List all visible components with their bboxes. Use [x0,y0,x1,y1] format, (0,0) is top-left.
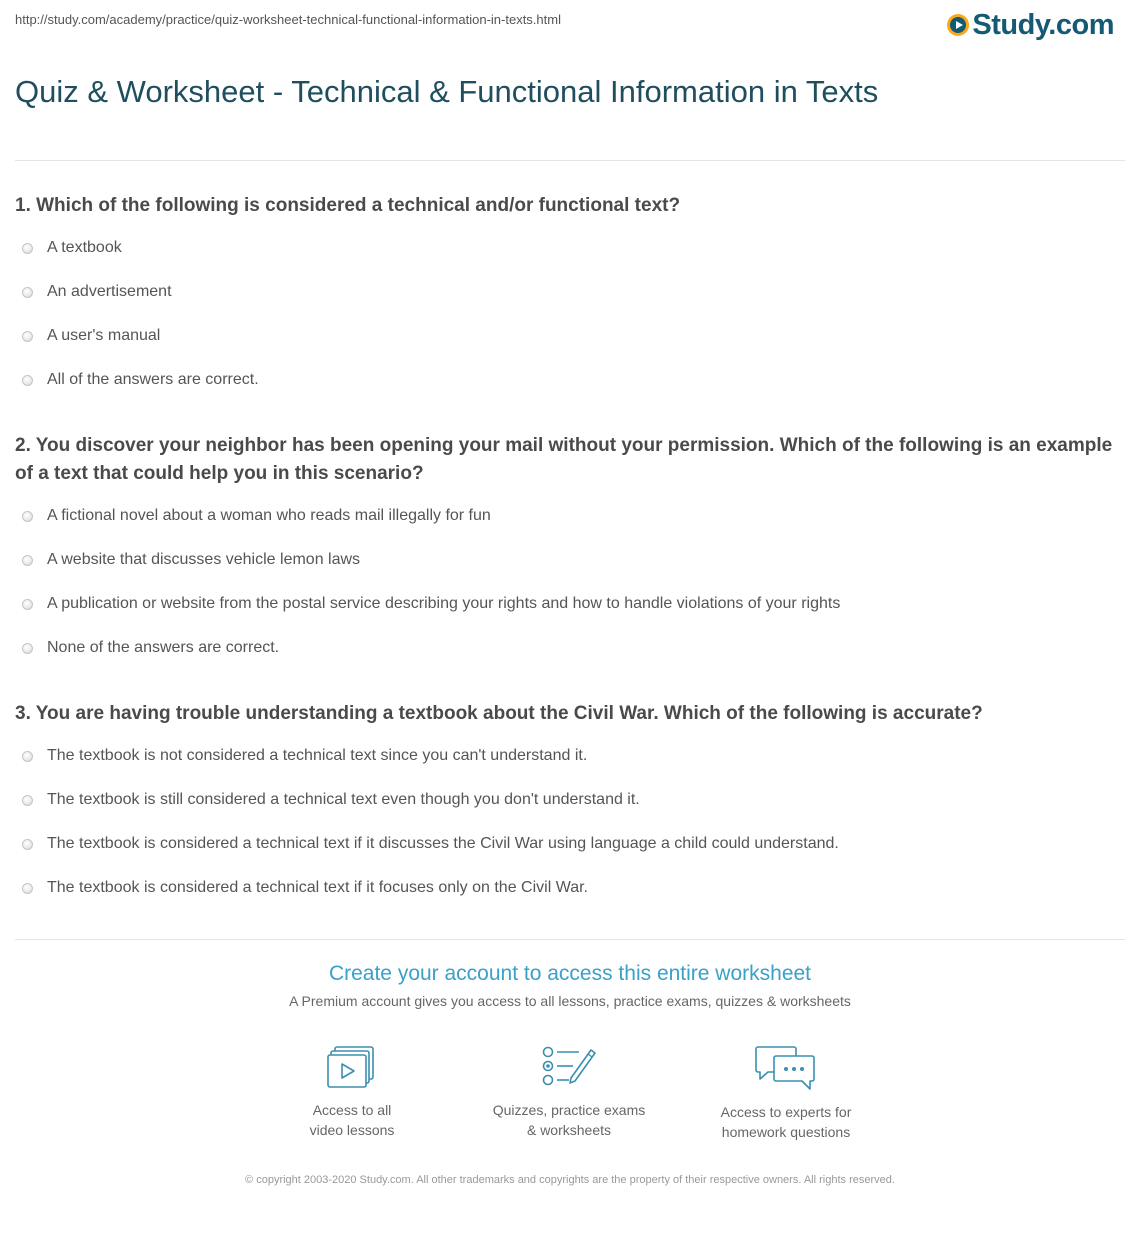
option-label: All of the answers are correct. [47,371,259,388]
feature-label-line2: homework questions [721,1124,851,1140]
q3-option-1[interactable] [22,747,587,765]
q1-option-4[interactable] [22,371,259,389]
q2-option-3[interactable] [22,595,840,613]
option-label: A website that discusses vehicle lemon laws [47,551,361,568]
q1-option-3[interactable] [22,327,160,345]
q2-option-4[interactable] [22,639,279,657]
create-account-link[interactable]: Create your account to access this entire worksheet [328,962,812,985]
option-label: None of the answers are correct. [47,639,280,656]
q3-option-3[interactable] [22,835,839,853]
radio-button[interactable] [22,883,33,894]
radio-button[interactable] [22,643,33,654]
feature-video-lessons [252,1044,452,1140]
option-label: The textbook is considered a technical text if it focuses only on the Civil War. [47,879,588,896]
page-title: Quiz & Worksheet - Technical & Functional Information in Texts [15,74,879,109]
option-label: A publication or website from the postal service describing your rights and how to handle violations of your rights [47,595,841,612]
play-circle-icon [947,14,969,36]
q2-option-1[interactable] [22,507,491,525]
radio-button[interactable] [22,287,33,298]
option-label: A user's manual [47,327,161,344]
page-url: http://study.com/academy/practice/quiz-worksheet-technical-functional-information-in-texts.html [15,12,561,27]
radio-button[interactable] [22,375,33,386]
logo-text: Study.com [972,8,1114,41]
feature-experts [686,1044,886,1142]
feature-label-line1: Access to experts for [720,1104,852,1120]
q2-option-2[interactable] [22,551,360,569]
copyright-notice: © copyright 2003-2020 Study.com. All other trademarks and copyrights are the property of their respective owners. All rights reserved. [245,1174,895,1186]
option-label: A fictional novel about a woman who reads mail illegally for fun [47,507,491,524]
premium-description: A Premium account gives you access to all lessons, practice exams, quizzes & worksheets [289,993,851,1009]
feature-quizzes [469,1044,669,1140]
q3-option-2[interactable] [22,791,640,809]
radio-button[interactable] [22,511,33,522]
quiz-checklist-icon [541,1044,597,1090]
question-2: 2. You discover your neighbor has been opening your mail without your permission. Which of the following is an example of a text that could help you in this scenario? [15,435,1113,484]
q1-option-2[interactable] [22,283,172,301]
video-lessons-icon [326,1044,378,1090]
radio-button[interactable] [22,795,33,806]
radio-button[interactable] [22,751,33,762]
study-logo[interactable] [947,8,1114,42]
feature-label-line1: Access to all [312,1102,392,1118]
section-divider [15,939,1125,940]
feature-label-line2: video lessons [309,1122,395,1138]
radio-button[interactable] [22,599,33,610]
question-3: 3. You are having trouble understanding a textbook about the Civil War. Which of the following is accurate? [15,703,983,724]
option-label: The textbook is not considered a technical text since you can't understand it. [47,747,588,764]
option-label: The textbook is still considered a technical text even though you don't understand it. [47,791,640,808]
feature-label-line2: & worksheets [526,1122,612,1138]
radio-button[interactable] [22,555,33,566]
radio-button[interactable] [22,331,33,342]
question-1: 1. Which of the following is considered a technical and/or functional text? [15,195,681,216]
chat-bubbles-icon [754,1044,818,1092]
q1-option-1[interactable] [22,239,122,257]
feature-label-line1: Quizzes, practice exams [492,1102,646,1118]
q3-option-4[interactable] [22,879,588,897]
option-label: A textbook [47,239,122,256]
title-divider [15,160,1125,161]
option-label: The textbook is considered a technical text if it discusses the Civil War using language a child could understand. [47,835,839,852]
radio-button[interactable] [22,243,33,254]
radio-button[interactable] [22,839,33,850]
option-label: An advertisement [47,283,172,300]
